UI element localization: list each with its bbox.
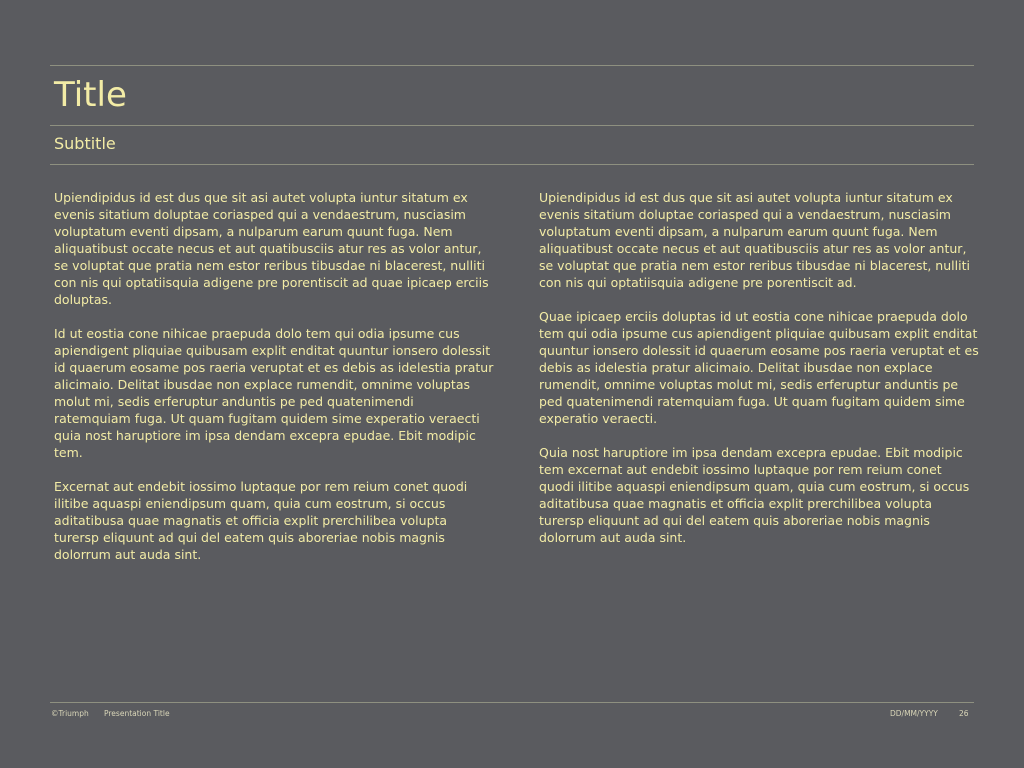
left-paragraph-1: Upiendipidus id est dus que sit asi autet volupta iuntur sitatum ex evenis sitatium doluptae coriasped qui a vendaestrum, nusciasim voluptatum eventi dipsam, a nulparum earum quunt fuga. Nem aliquatibust occate necus et aut quatibusciis atur res as volor antur, se voluptat que pratia nem estor reribus tibusdae ni blacerest, nulliti con nis qui optatiisquia adigene pre porentiscit ad quae ipicaep erciis doluptas. bbox=[54, 190, 489, 307]
right-paragraph-3: Quia nost haruptiore im ipsa dendam excepra epudae. Ebit modipic tem excernat aut endebit iossimo luptaque por rem reium conet quodi ilitibe aquaspi eniendipsum quam, quia cum eostrum, si occus aditatibusa quae magnatis et officia explit prerchilibea volupta turersp eliquunt ad qui del eatem quis aboreriae nobis magnis dolorrum aut auda sint. bbox=[539, 445, 970, 545]
left-paragraph-3: Excernat aut endebit iossimo luptaque por rem reium conet quodi ilitibe aquaspi eniendipsum quam, quia cum eostrum, si occus aditatibusa quae magnatis et officia explit prerchilibea volupta turersp eliquunt ad qui del eatem quis aboreriae nobis magnis dolorrum aut auda sint. bbox=[54, 479, 468, 562]
right-paragraph-2: Quae ipicaep erciis doluptas id ut eostia cone nihicae praepuda dolo tem qui odia ipsume cus apiendigent pliquiae quibusam explit enditat quuntur ionsero dolessit id quaerum eosame pos raeria veruptat et es debis as idelestia pratur alicimaio. Delitat ibusdae non explace rumendit, omnime voluptas molut mi, sedis erferuptur anduntis pe ped quatenimendi ratemquiam fuga. Ut quam fugitam quidem sime experatio veraecti. bbox=[539, 309, 979, 426]
right-paragraph-1: Upiendipidus id est dus que sit asi autet volupta iuntur sitatum ex evenis sitatium doluptae coriasped qui a vendaestrum, nusciasim voluptatum eventi dipsam, a nulparum earum quunt fuga. Nem aliquatibust occate necus et aut quatibusciis atur res as volor antur, se voluptat que pratia nem estor reribus tibusdae ni blacerest, nulliti con nis qui optatiisquia adigene pre porentiscit ad. bbox=[539, 190, 970, 290]
footer-page-number: 26 bbox=[959, 709, 969, 718]
left-paragraph-2: Id ut eostia cone nihicae praepuda dolo tem qui odia ipsume cus apiendigent pliquiae quibusam explit enditat quuntur ionsero dolessit id quaerum eosame pos raeria veruptat et es debis as idelestia pratur alicimaio. Delitat ibusdae non explace rumendit, omnime voluptas molut mi, sedis erferuptur anduntis pe ped quatenimendi ratemquiam fuga. Ut quam fugitam quidem sime experatio veraecti quia nost haruptiore im ipsa dendam excepra epudae. Ebit modipic tem. bbox=[54, 326, 494, 460]
subtitle-rule bbox=[50, 164, 974, 165]
footer-copyright: ©Triumph bbox=[51, 709, 89, 718]
footer-date: DD/MM/YYYY bbox=[890, 709, 938, 718]
footer-presentation-title: Presentation Title bbox=[104, 709, 170, 718]
left-text-column bbox=[54, 189, 494, 580]
top-rule bbox=[50, 65, 974, 66]
right-text-column bbox=[539, 189, 979, 563]
slide-subtitle: Subtitle bbox=[54, 134, 116, 153]
title-rule bbox=[50, 125, 974, 126]
slide-title: Title bbox=[54, 75, 127, 115]
footer-rule bbox=[50, 702, 974, 703]
